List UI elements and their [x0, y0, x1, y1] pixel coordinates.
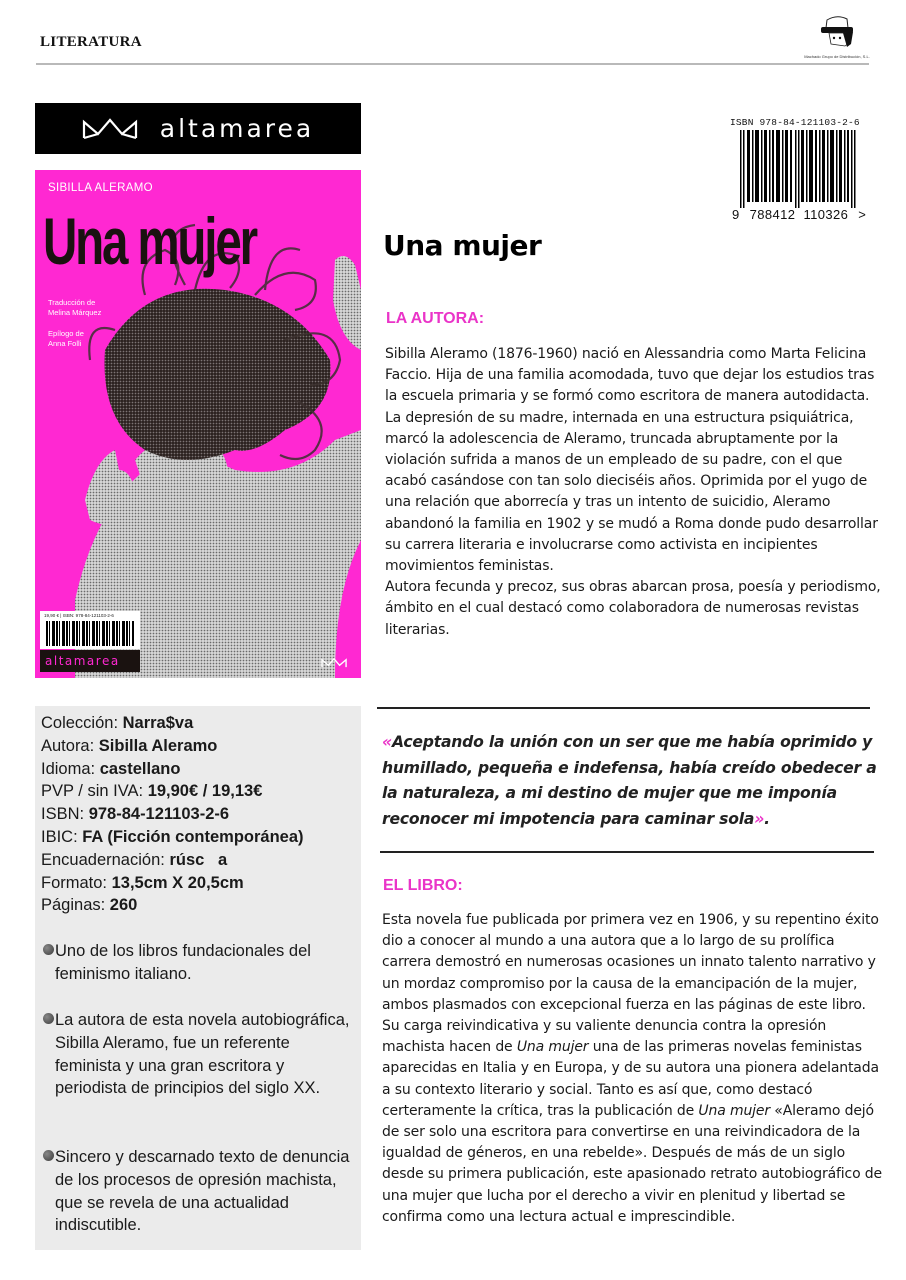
distributor-logo: [803, 14, 871, 60]
spec-label: IBIC:: [41, 827, 83, 846]
bullet-text: Uno de los libros fundacionales del feminismo italiano.: [55, 942, 311, 983]
cover-title: Una mujer: [43, 204, 256, 278]
synopsis-title-italic: Una mujer: [698, 1102, 770, 1119]
spec-label: Colección:: [41, 714, 123, 732]
spec-coleccion: [41, 712, 304, 735]
spec-paginas: [41, 894, 304, 917]
bullet-dot-icon: [43, 944, 54, 955]
spec-label: Encuadernación:: [41, 850, 170, 869]
publisher-logo-bar: [35, 103, 361, 154]
book-cover: [35, 170, 361, 678]
isbn-group-1: 788412: [749, 207, 796, 222]
highlight-bullet: [43, 940, 355, 986]
isbn-barcode-digits: [732, 207, 866, 222]
isbn-barcode-top-text: ISBN 978-84-121103-2-6: [730, 117, 860, 128]
quote-close-mark: »: [754, 809, 765, 828]
highlight-bullet: [43, 1009, 355, 1100]
cover-barcode-bars: [46, 621, 134, 646]
book-info-panel: [35, 706, 361, 1250]
quote-end: .: [764, 809, 770, 828]
cover-barcode: [40, 611, 140, 649]
isbn-arrow: >: [858, 207, 867, 222]
spec-value: Sibilla Aleramo: [98, 736, 218, 755]
spec-value: castellano: [99, 759, 181, 778]
altamarea-mark-icon: [82, 118, 138, 140]
bullet-text: Sincero y descarnado texto de denuncia de los procesos de opresión machista, que se revela de una actualidad indiscutible.: [55, 1148, 350, 1235]
spec-value: 260: [109, 896, 138, 915]
spec-ibic: [41, 826, 304, 849]
distributor-name: Machado Grupo de Distribución, S.L.: [804, 54, 870, 59]
bullet-text: La autora de esta novela autobiográfica, Sibilla Aleramo, fue un referente feminista y una gran escritora y periodista de principios del siglo XX.: [55, 1011, 350, 1098]
highlight-bullet: [43, 1146, 355, 1237]
quote-bottom-rule: [380, 851, 874, 853]
spec-value: Narra$va: [122, 714, 194, 732]
spec-value: 13,5cm X 20,5cm: [111, 873, 244, 892]
quote-top-rule: [377, 707, 870, 709]
author-bio-paragraph-2: Autora fecunda y precoz, sus obras abarcan prosa, poesía y periodismo, ámbito en el cual destacó como colaboradora de numerosas revistas literarias.: [385, 579, 881, 638]
section-label: LITERATURA: [40, 34, 142, 50]
book-title: Una mujer: [383, 229, 542, 262]
publisher-name: altamarea: [159, 114, 315, 143]
author-bio: [385, 344, 885, 641]
spec-label: Idioma:: [41, 759, 100, 778]
isbn-group-2: 110326: [803, 207, 849, 222]
book-synopsis: [382, 910, 882, 1228]
spec-autora: [41, 735, 304, 758]
spec-formato: [41, 872, 304, 895]
author-bio-paragraph-1: Sibilla Aleramo (1876-1960) nació en Alessandria como Marta Felicina Faccio. Hija de una familia acomodada, tuvo que dejar los estudios tras la escuela primaria y se formó como escritora de manera autodidacta. La depresión de su madre, internada en una estructura psiquiátrica, marcó la adolescencia de Aleramo, truncada abruptamente por la violación sufrida a manos de un empleado de su padre, con el que acabó casándose con tan solo dieciséis años. Oprimida por el yugo de una relación que aborrecía y tras un intento de suicidio, Aleramo abandonó la familia en 1902 y se mudó a Roma donde pudo desarrollar su carrera literaria e involucrarse como activista en incipientes movimientos feministas.: [385, 346, 878, 575]
spec-label: Autora:: [41, 736, 99, 755]
spec-idioma: [41, 758, 304, 781]
spec-label: PVP / sin IVA:: [41, 782, 148, 801]
barcode-bars: [740, 130, 856, 208]
spec-value: 978-84-121103-2-6: [88, 805, 230, 824]
cover-translation-label: Traducción de: [48, 298, 96, 307]
book-quote: [382, 730, 877, 832]
isbn-barcode: [726, 115, 876, 225]
header-divider: [36, 63, 869, 65]
cover-epilogue-label: Epílogo de: [48, 329, 84, 338]
author-section-heading: LA AUTORA:: [386, 310, 485, 327]
book-specs: [41, 712, 304, 917]
cover-author: SIBILLA ALERAMO: [48, 182, 153, 194]
spec-encuadernacion: [41, 849, 304, 872]
cover-altamarea-mark-icon: [321, 657, 347, 669]
spec-value: rúsc a: [169, 850, 228, 869]
spec-isbn: [41, 803, 304, 826]
spec-label: ISBN:: [41, 805, 89, 824]
isbn-first-digit: 9: [732, 207, 740, 222]
cover-epilogue-author: Anna Folli: [48, 339, 82, 348]
synopsis-title-italic: Una mujer: [516, 1039, 589, 1056]
spec-value: FA (Ficción contemporánea): [82, 827, 304, 846]
synopsis-text: una de las primeras novelas feministas aparecidas en Italia y en Europa, y de su autora una pionera adelantada a su contexto literario y social. Tanto es así que, como destacó certeramente la crítica, tras la publicación de: [382, 1039, 879, 1119]
cover-translator: Melina Márquez: [48, 308, 102, 317]
hat-man-logo-icon: [817, 14, 857, 52]
quote-text: Aceptando la unión con un ser que me había oprimido y humillado, pequeña e indefensa, había creído obedecer a la naturaleza, a mi destino de mujer que me imponía reconocer mi impotencia para caminar sola: [382, 733, 877, 828]
synopsis-text: Esta novela fue publicada por primera vez en 1906, y su repentino éxito dio a conocer al mundo a una autora que a lo largo de su prolífica carrera demostró en numerosas ocasiones un innato talento narrativo y un mordaz compromiso por la causa de la emancipación de la mujer, ambos plasmados con excepcional fuerza en las páginas de este libro. Su carga reivindicativa y su valiente denuncia contra la opresión machista hacen de: [382, 912, 879, 1056]
spec-pvp: [41, 780, 304, 803]
synopsis-text: «Aleramo dejó de ser solo una escritora para convertirse en una reivindicadora de la igualdad de géneros, en una rebelde». Después de más de un siglo desde su primera publicación, este apasionado retrato autobiográfico de una mujer que lucha por el derecho a vivir en plenitud y libertad se confirma como una lectura actual e imprescindible.: [382, 1102, 883, 1225]
bullet-dot-icon: [43, 1150, 54, 1161]
spec-value: 19,90€ / 19,13€: [147, 782, 263, 801]
spec-label: Formato:: [41, 873, 112, 892]
spec-label: Páginas:: [41, 896, 110, 915]
quote-open-mark: «: [382, 733, 392, 751]
book-section-heading: EL LIBRO:: [383, 877, 463, 894]
cover-publisher-name: altamarea: [40, 650, 140, 672]
bullet-dot-icon: [43, 1013, 54, 1024]
cover-barcode-label: 19,90 € | ISBN: 978-84-121103-2-6: [44, 613, 114, 618]
